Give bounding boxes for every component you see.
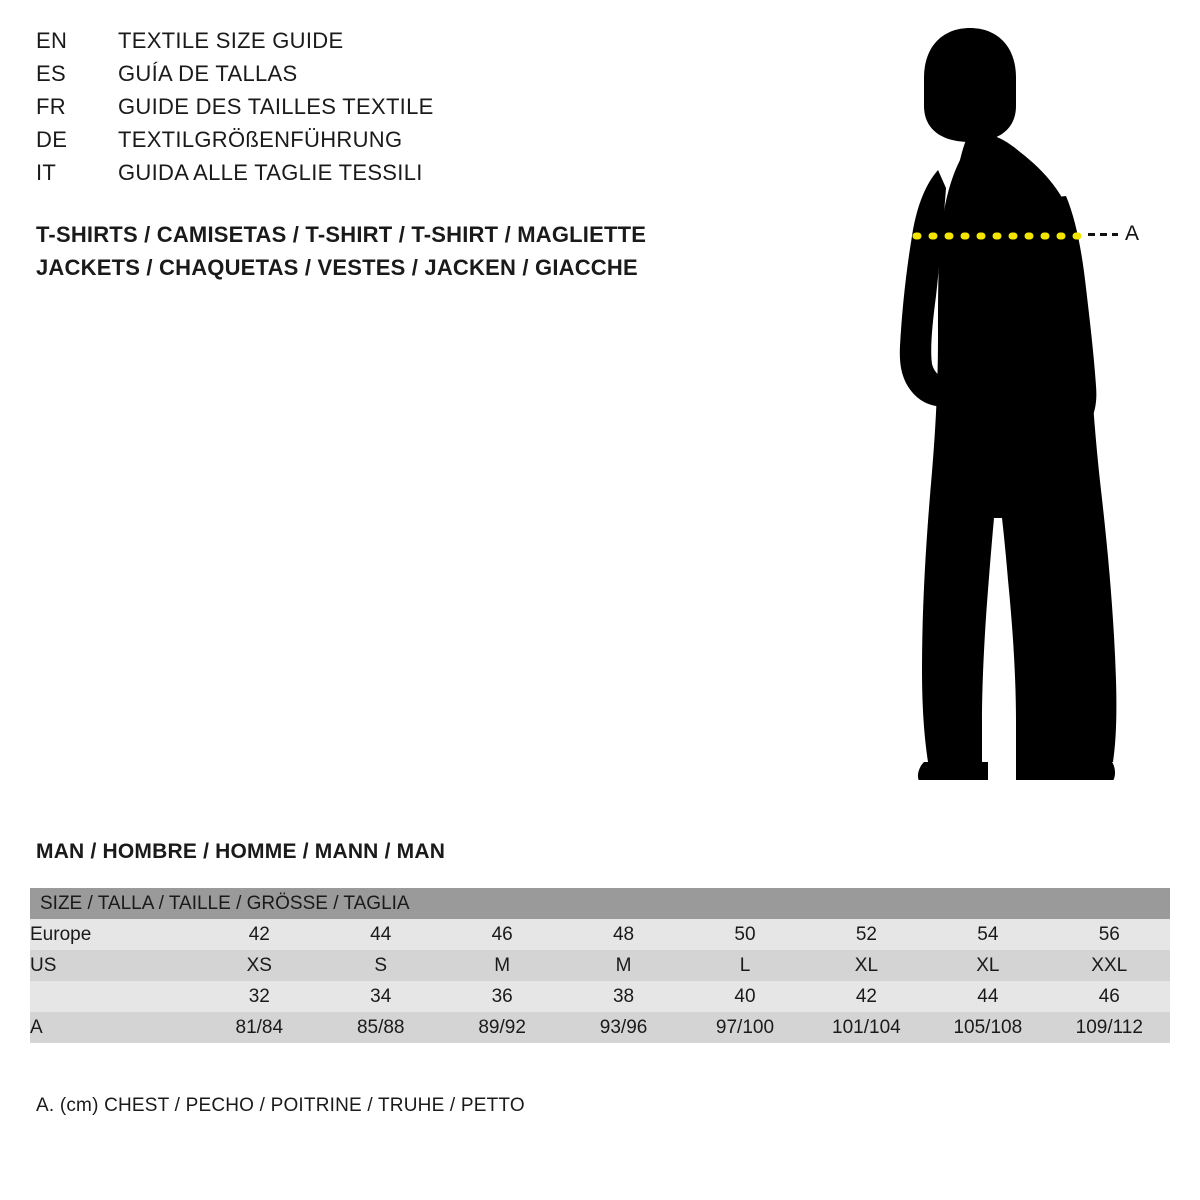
cell-value: 44: [927, 981, 1048, 1012]
cell-value: 40: [684, 981, 805, 1012]
cell-value: 38: [563, 981, 684, 1012]
row-label: [30, 981, 199, 1012]
language-row: [36, 28, 756, 61]
table-row: [30, 981, 1170, 1012]
cell-value: 52: [806, 919, 927, 950]
cell-value: 44: [320, 919, 441, 950]
language-title-list: [36, 28, 756, 193]
language-title: TEXTILGRÖßENFÜHRUNG: [118, 127, 403, 152]
category-jackets: JACKETS / CHAQUETAS / VESTES / JACKEN / GIACCHE: [36, 255, 638, 280]
language-row: [36, 61, 756, 94]
cell-value: 34: [320, 981, 441, 1012]
cell-value: 46: [441, 919, 562, 950]
cell-value: XL: [927, 950, 1048, 981]
cell-value: 32: [199, 981, 320, 1012]
cell-value: S: [320, 950, 441, 981]
cell-value: 109/112: [1049, 1012, 1170, 1043]
language-title: GUÍA DE TALLAS: [118, 61, 298, 86]
cell-value: 46: [1049, 981, 1170, 1012]
callout-leader-line: [1088, 233, 1118, 236]
table-footnote: A. (cm) CHEST / PECHO / POITRINE / TRUHE / PETTO: [36, 1095, 525, 1116]
cell-value: XL: [806, 950, 927, 981]
cell-value: M: [441, 950, 562, 981]
language-row: [36, 127, 756, 160]
language-code: DE: [36, 127, 68, 152]
cell-value: 101/104: [806, 1012, 927, 1043]
cell-value: L: [684, 950, 805, 981]
table-header-label: SIZE / TALLA / TAILLE / GRÖSSE / TAGLIA: [30, 888, 1170, 919]
cell-value: M: [563, 950, 684, 981]
language-title: GUIDE DES TAILLES TEXTILE: [118, 94, 434, 119]
cell-value: 85/88: [320, 1012, 441, 1043]
cell-value: 97/100: [684, 1012, 805, 1043]
cell-value: XS: [199, 950, 320, 981]
cell-value: 42: [199, 919, 320, 950]
cell-value: 42: [806, 981, 927, 1012]
cell-value: 48: [563, 919, 684, 950]
cell-value: 93/96: [563, 1012, 684, 1043]
row-label: A: [30, 1012, 199, 1043]
row-label: US: [30, 950, 199, 981]
row-label: Europe: [30, 919, 199, 950]
cell-value: 89/92: [441, 1012, 562, 1043]
table-section-title: MAN / HOMBRE / HOMME / MANN / MAN: [36, 840, 446, 863]
table-row: [30, 950, 1170, 981]
table-header-row: [30, 888, 1170, 919]
cell-value: 81/84: [199, 1012, 320, 1043]
table-row: [30, 1012, 1170, 1043]
language-row: [36, 94, 756, 127]
language-code: IT: [36, 160, 57, 185]
language-row: [36, 160, 756, 193]
language-title: TEXTILE SIZE GUIDE: [118, 28, 344, 53]
language-code: ES: [36, 61, 66, 86]
callout-label-a: A: [1125, 222, 1140, 245]
size-table: [30, 888, 1170, 1043]
language-title: GUIDA ALLE TAGLIE TESSILI: [118, 160, 423, 185]
language-code: FR: [36, 94, 66, 119]
cell-value: XXL: [1049, 950, 1170, 981]
language-code: EN: [36, 28, 68, 53]
category-tshirts: T-SHIRTS / CAMISETAS / T-SHIRT / T-SHIRT / MAGLIETTE: [36, 222, 647, 247]
cell-value: 56: [1049, 919, 1170, 950]
silhouette-icon: [820, 20, 1180, 780]
cell-value: 54: [927, 919, 1048, 950]
cell-value: 36: [441, 981, 562, 1012]
garment-category-list: [36, 218, 816, 284]
man-silhouette-figure: [820, 20, 1180, 780]
cell-value: 50: [684, 919, 805, 950]
table-row: [30, 919, 1170, 950]
cell-value: 105/108: [927, 1012, 1048, 1043]
